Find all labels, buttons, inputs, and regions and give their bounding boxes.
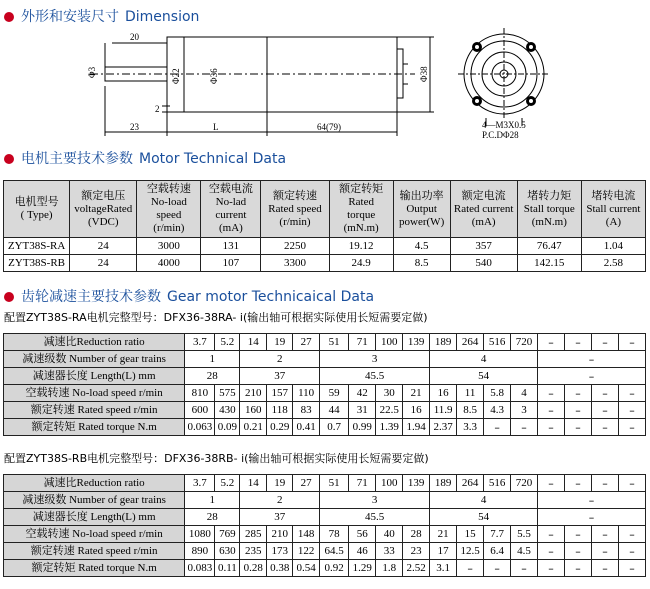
gear-value-cell: 3.1	[430, 560, 457, 577]
gear-value-cell: 110	[293, 385, 320, 402]
gear-rb-config-title: 配置ZYT38S-RB电机完整型号：DFX36-38RB- i(输出轴可根据实际使用长短需要定做)	[4, 452, 429, 465]
gear-value-cell: –	[618, 475, 645, 492]
gear-row-label: 减速器长度 Length(L) mm	[4, 509, 185, 526]
gear-value-cell: –	[538, 526, 565, 543]
gear-value-cell: 19	[267, 475, 293, 492]
section-title-en: Gear motor Technicaical Data	[167, 289, 375, 305]
motor-header-cell: 输出功率 Output power(W)	[393, 181, 450, 238]
gear-value-cell: –	[618, 402, 645, 419]
motor-value-cell: 2250	[261, 238, 329, 255]
gear-value-cell: 21	[430, 526, 457, 543]
gear-value-cell: 40	[376, 526, 403, 543]
gear-value-cell: 11.9	[430, 402, 457, 419]
gear-value-cell: 630	[215, 543, 240, 560]
gear-value-cell: 51	[320, 475, 349, 492]
gear-value-cell: 51	[320, 334, 349, 351]
gear-value-cell: 720	[511, 475, 538, 492]
gear-value-cell: 0.38	[267, 560, 293, 577]
gear-value-cell: –	[484, 419, 511, 436]
gear-row-torque	[4, 419, 646, 436]
motor-value-cell: 131	[201, 238, 261, 255]
gear-value-cell: 0.41	[293, 419, 320, 436]
gear-value-cell: 71	[349, 475, 376, 492]
gear-value-cell: 1	[185, 492, 240, 509]
gear-row-label: 减速比Reduction ratio	[4, 334, 185, 351]
gear-value-cell: –	[538, 492, 646, 509]
motor-header-cell: 空载转速 No-load speed (r/min)	[137, 181, 201, 238]
motor-value-cell: 4000	[137, 255, 201, 272]
gear-row-lengths	[4, 368, 646, 385]
motor-type-cell: ZYT38S-RB	[4, 255, 70, 272]
gear-value-cell: 1	[185, 351, 240, 368]
gear-row-label: 减速级数 Number of gear trains	[4, 351, 185, 368]
front-view	[458, 28, 550, 126]
dim-phi3-label: Φ3	[87, 66, 97, 78]
gear-value-cell: 810	[185, 385, 215, 402]
dim-phi22-label: Φ22	[171, 68, 181, 84]
dim-64-label: 64(79)	[317, 122, 341, 132]
gear-row-stages	[4, 351, 646, 368]
gear-value-cell: 173	[267, 543, 293, 560]
motor-header-cell: 额定转速 Rated speed (r/min)	[261, 181, 329, 238]
motor-header-cell: 堵转电流 Stall current (A)	[581, 181, 645, 238]
motor-value-cell: 76.47	[517, 238, 581, 255]
gear-value-cell: 118	[267, 402, 293, 419]
gear-value-cell: 3	[320, 351, 430, 368]
motor-header-cell: 电机型号 ( Type)	[4, 181, 70, 238]
gear-row-ratios	[4, 334, 646, 351]
gear-value-cell: 1080	[185, 526, 215, 543]
motor-header-cell: 额定转矩 Rated torque (mN.m)	[329, 181, 393, 238]
section-title-cn: 外形和安装尺寸	[21, 9, 119, 25]
gear-value-cell: 0.21	[240, 419, 267, 436]
dim-phi38-label: Φ38	[419, 66, 429, 82]
gear-value-cell: –	[511, 419, 538, 436]
gear-row-label: 额定转速 Rated speed r/min	[4, 543, 185, 560]
gear-value-cell: 30	[376, 385, 403, 402]
gear-value-cell: 19	[267, 334, 293, 351]
gear-value-cell: 4.5	[511, 543, 538, 560]
gear-value-cell: 15	[457, 526, 484, 543]
gear-value-cell: 3	[320, 492, 430, 509]
gear-value-cell: 14	[240, 334, 267, 351]
gear-value-cell: 56	[349, 526, 376, 543]
gear-value-cell: –	[591, 526, 618, 543]
gear-value-cell: 46	[349, 543, 376, 560]
section-title-cn: 齿轮减速主要技术参数	[21, 289, 161, 305]
bullet-dot-icon	[4, 292, 14, 302]
motor-header-cell: 堵转力矩 Stall torque (mN.m)	[517, 181, 581, 238]
gear-value-cell: 83	[293, 402, 320, 419]
gear-value-cell: –	[618, 385, 645, 402]
gear-value-cell: 12.5	[457, 543, 484, 560]
motor-value-cell: 19.12	[329, 238, 393, 255]
gear-value-cell: –	[564, 334, 591, 351]
gear-value-cell: 2	[240, 492, 320, 509]
gear-row-rated	[4, 402, 646, 419]
section-title-cn: 电机主要技术参数	[21, 151, 133, 167]
motor-value-cell: 107	[201, 255, 261, 272]
gear-value-cell: 27	[293, 475, 320, 492]
gear-value-cell: 28	[185, 509, 240, 526]
gear-value-cell: 210	[267, 526, 293, 543]
gear-value-cell: 0.083	[185, 560, 215, 577]
gear-value-cell: 5.8	[484, 385, 511, 402]
dimension-drawing	[0, 26, 650, 144]
gear-value-cell: 78	[320, 526, 349, 543]
gear-value-cell: 28	[403, 526, 430, 543]
gear-value-cell: 33	[376, 543, 403, 560]
gear-value-cell: 27	[293, 334, 320, 351]
gear-value-cell: 28	[185, 368, 240, 385]
gear-row-label: 空载转速 No-load speed r/min	[4, 526, 185, 543]
gear-value-cell: 4	[511, 385, 538, 402]
gear-value-cell: 5.2	[215, 475, 240, 492]
gear-row-torque	[4, 560, 646, 577]
gear-row-rated	[4, 543, 646, 560]
gear-value-cell: 189	[430, 334, 457, 351]
section-header-gear	[4, 286, 374, 306]
motor-value-cell: 24	[70, 238, 137, 255]
gear-value-cell: –	[618, 560, 645, 577]
motor-header-cell: 额定电压 voltageRated (VDC)	[70, 181, 137, 238]
motor-data-table	[3, 180, 646, 272]
gear-row-noload	[4, 385, 646, 402]
gear-value-cell: 720	[511, 334, 538, 351]
gear-value-cell: 37	[240, 368, 320, 385]
gear-value-cell: 5.2	[215, 334, 240, 351]
gear-value-cell: 0.92	[320, 560, 349, 577]
motor-type-cell: ZYT38S-RA	[4, 238, 70, 255]
gear-value-cell: –	[564, 419, 591, 436]
gear-value-cell: 3.7	[185, 475, 215, 492]
pcd-label: P.C.DΦ28	[482, 130, 519, 140]
gear-value-cell: –	[564, 385, 591, 402]
gear-row-label: 减速级数 Number of gear trains	[4, 492, 185, 509]
section-header-motor	[4, 148, 286, 168]
gear-value-cell: 45.5	[320, 509, 430, 526]
gear-value-cell: 4	[430, 492, 538, 509]
gear-value-cell: 157	[267, 385, 293, 402]
gear-value-cell: 148	[293, 526, 320, 543]
gear-value-cell: –	[538, 385, 565, 402]
gear-value-cell: –	[591, 560, 618, 577]
dim-L-label: L	[213, 122, 219, 132]
section-title-en: Dimension	[125, 9, 200, 25]
gear-value-cell: 16	[403, 402, 430, 419]
gear-value-cell: –	[618, 543, 645, 560]
gear-value-cell: 71	[349, 334, 376, 351]
gear-value-cell: 139	[403, 334, 430, 351]
section-title-en: Motor Technical Data	[139, 151, 287, 167]
gear-value-cell: –	[538, 368, 646, 385]
gear-ra-table	[3, 333, 646, 436]
motor-value-cell: 24.9	[329, 255, 393, 272]
gear-value-cell: 160	[240, 402, 267, 419]
gear-value-cell: –	[564, 543, 591, 560]
gear-value-cell: 430	[215, 402, 240, 419]
gear-value-cell: –	[618, 526, 645, 543]
dim-23-label: 23	[130, 122, 139, 132]
motor-value-cell: 3300	[261, 255, 329, 272]
gear-value-cell: 1.39	[376, 419, 403, 436]
gear-value-cell: 3	[511, 402, 538, 419]
gear-value-cell: 3.3	[457, 419, 484, 436]
gear-value-cell: –	[538, 334, 565, 351]
gear-value-cell: 600	[185, 402, 215, 419]
gear-row-label: 减速比Reduction ratio	[4, 475, 185, 492]
gear-value-cell: 31	[349, 402, 376, 419]
gear-value-cell: 0.7	[320, 419, 349, 436]
gear-value-cell: 1.29	[349, 560, 376, 577]
gear-value-cell: –	[511, 560, 538, 577]
gear-value-cell: 210	[240, 385, 267, 402]
gear-value-cell: –	[538, 419, 565, 436]
gear-value-cell: –	[538, 543, 565, 560]
gear-value-cell: 37	[240, 509, 320, 526]
gear-row-label: 空载转速 No-load speed r/min	[4, 385, 185, 402]
gear-value-cell: 17	[430, 543, 457, 560]
dim-20-label: 20	[130, 32, 139, 42]
gear-value-cell: 769	[215, 526, 240, 543]
motor-header-row	[4, 181, 646, 238]
gear-value-cell: –	[591, 385, 618, 402]
thread-spec-label: 4—M3X0.5	[482, 120, 526, 130]
bullet-dot-icon	[4, 12, 14, 22]
gear-value-cell: –	[618, 334, 645, 351]
gear-value-cell: 0.54	[293, 560, 320, 577]
gear-value-cell: –	[618, 419, 645, 436]
gear-value-cell: 8.5	[457, 402, 484, 419]
gear-value-cell: –	[538, 351, 646, 368]
gear-value-cell: –	[564, 402, 591, 419]
gear-value-cell: 0.11	[215, 560, 240, 577]
gear-value-cell: 575	[215, 385, 240, 402]
gear-value-cell: 21	[403, 385, 430, 402]
gear-row-label: 减速器长度 Length(L) mm	[4, 368, 185, 385]
gear-value-cell: 59	[320, 385, 349, 402]
gear-value-cell: –	[457, 560, 484, 577]
motor-value-cell: 357	[450, 238, 517, 255]
gear-value-cell: 516	[484, 334, 511, 351]
gear-value-cell: 54	[430, 509, 538, 526]
motor-value-cell: 3000	[137, 238, 201, 255]
gear-value-cell: –	[484, 560, 511, 577]
gear-value-cell: 4.3	[484, 402, 511, 419]
gear-value-cell: 2.37	[430, 419, 457, 436]
gear-value-cell: 0.063	[185, 419, 215, 436]
gear-value-cell: –	[564, 526, 591, 543]
section-header-dimension	[4, 6, 199, 26]
motor-value-cell: 8.5	[393, 255, 450, 272]
motor-value-cell: 24	[70, 255, 137, 272]
gear-value-cell: 14	[240, 475, 267, 492]
gear-value-cell: –	[564, 560, 591, 577]
gear-value-cell: 122	[293, 543, 320, 560]
gear-value-cell: 44	[320, 402, 349, 419]
gear-value-cell: –	[591, 475, 618, 492]
gear-value-cell: –	[591, 419, 618, 436]
gear-value-cell: –	[538, 402, 565, 419]
gear-value-cell: 64.5	[320, 543, 349, 560]
gear-value-cell: 516	[484, 475, 511, 492]
gear-row-lengths	[4, 509, 646, 526]
gear-value-cell: –	[538, 509, 646, 526]
gear-value-cell: 189	[430, 475, 457, 492]
motor-value-cell: 4.5	[393, 238, 450, 255]
gear-value-cell: 139	[403, 475, 430, 492]
gear-value-cell: 0.29	[267, 419, 293, 436]
gear-value-cell: 11	[457, 385, 484, 402]
gear-value-cell: –	[564, 475, 591, 492]
motor-value-cell: 1.04	[581, 238, 645, 255]
motor-value-cell: 540	[450, 255, 517, 272]
gear-ra-config-title: 配置ZYT38S-RA电机完整型号：DFX36-38RA- i(输出轴可根据实际使用长短需要定做)	[4, 311, 428, 324]
gear-value-cell: 1.94	[403, 419, 430, 436]
gear-value-cell: 264	[457, 475, 484, 492]
motor-value-cell: 142.15	[517, 255, 581, 272]
gear-value-cell: 6.4	[484, 543, 511, 560]
motor-header-cell: 额定电流 Rated current (mA)	[450, 181, 517, 238]
gear-value-cell: 5.5	[511, 526, 538, 543]
gear-row-label: 额定转速 Rated speed r/min	[4, 402, 185, 419]
gear-row-label: 额定转矩 Rated torque N.m	[4, 419, 185, 436]
motor-row	[4, 238, 646, 255]
motor-value-cell: 2.58	[581, 255, 645, 272]
gear-value-cell: 264	[457, 334, 484, 351]
gear-row-stages	[4, 492, 646, 509]
gear-value-cell: 1.8	[376, 560, 403, 577]
gear-value-cell: 22.5	[376, 402, 403, 419]
gear-value-cell: 100	[376, 475, 403, 492]
dim-2-label: 2	[155, 104, 160, 114]
gear-value-cell: 0.99	[349, 419, 376, 436]
gear-value-cell: 7.7	[484, 526, 511, 543]
gear-value-cell: 45.5	[320, 368, 430, 385]
gear-value-cell: –	[591, 543, 618, 560]
gear-value-cell: –	[538, 475, 565, 492]
gear-value-cell: 54	[430, 368, 538, 385]
gear-value-cell: 23	[403, 543, 430, 560]
gear-value-cell: 2.52	[403, 560, 430, 577]
gear-value-cell: 42	[349, 385, 376, 402]
gear-value-cell: –	[538, 560, 565, 577]
gear-value-cell: 3.7	[185, 334, 215, 351]
gear-rb-table	[3, 474, 646, 577]
gear-value-cell: 235	[240, 543, 267, 560]
motor-row	[4, 255, 646, 272]
gear-value-cell: 0.28	[240, 560, 267, 577]
gear-value-cell: 0.09	[215, 419, 240, 436]
gear-value-cell: 2	[240, 351, 320, 368]
gear-row-ratios	[4, 475, 646, 492]
gear-value-cell: 100	[376, 334, 403, 351]
gear-value-cell: 4	[430, 351, 538, 368]
bullet-dot-icon	[4, 154, 14, 164]
gear-value-cell: –	[591, 334, 618, 351]
gear-value-cell: 285	[240, 526, 267, 543]
gear-row-noload	[4, 526, 646, 543]
gear-value-cell: 890	[185, 543, 215, 560]
motor-header-cell: 空载电流 No-lad current (mA)	[201, 181, 261, 238]
dim-phi36-label: Φ36	[209, 68, 219, 84]
gear-value-cell: –	[591, 402, 618, 419]
gear-value-cell: 16	[430, 385, 457, 402]
gear-row-label: 额定转矩 Rated torque N.m	[4, 560, 185, 577]
